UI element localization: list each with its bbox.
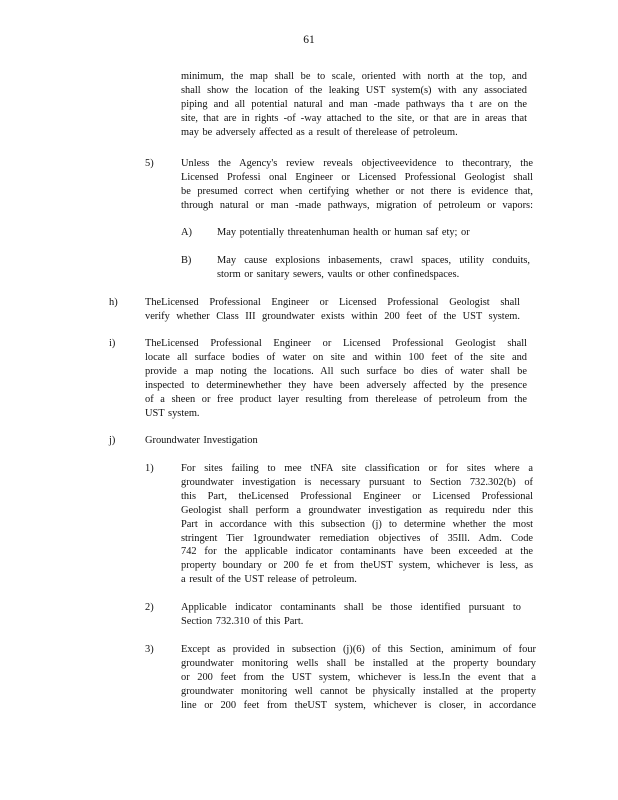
item-i-paragraph — [145, 337, 527, 420]
text-line: Section 732.310 of this Part. — [181, 615, 304, 627]
intro-paragraph — [181, 70, 527, 140]
text-line: groundwater investigation is necessary pursuant to Section 732.302(b) of — [181, 476, 533, 488]
item-5b-marker: B) — [181, 255, 192, 266]
text-line: Applicable indicator contaminants shall be those identified pursuant to — [181, 602, 521, 613]
text-line: provide a map noting the locations. All such surface bo dies of water shall be — [145, 365, 527, 377]
text-line: May cause explosions inbasements, crawl spaces, utility conduits, — [217, 255, 530, 266]
item-5a-paragraph — [217, 226, 502, 240]
item-j3-marker: 3) — [145, 644, 154, 655]
text-line: locate all surface bodies of water on site and within 100 feet of the site and — [145, 351, 527, 363]
text-line: inspected to determinewhether they have been adversely affected by the presence — [145, 379, 527, 391]
item-5-paragraph — [181, 157, 533, 213]
item-5-marker: 5) — [145, 158, 154, 169]
item-h-marker: h) — [109, 297, 118, 308]
text-line: a result of the UST release of petroleum. — [181, 574, 357, 586]
item-j1-marker: 1) — [145, 463, 154, 474]
text-line: TheLicensed Professional Engineer or Licensed Professional Geologist shall — [145, 338, 527, 349]
text-line: or 200 feet from the UST system, whichever is less.In the event that a — [181, 671, 536, 683]
text-line: May potentially threatenhuman health or human saf ety; or — [217, 227, 470, 238]
text-line: may be adversely affected as a result of therelease of petroleum. — [181, 126, 458, 138]
text-line: property boundary or 200 fe et from theUST system, whichever is less, as — [181, 560, 533, 572]
text-line: stringent Tier 1groundwater remediation objectives of 35Ill. Adm. Code — [181, 532, 533, 544]
item-i-marker: i) — [109, 338, 116, 349]
page-number: 61 — [303, 34, 315, 46]
text-line: line or 200 feet from theUST system, whichever is closer, in accordance — [181, 699, 536, 711]
text-line: groundwater monitoring wells shall be installed at the property boundary — [181, 657, 536, 669]
item-j2-paragraph — [181, 601, 521, 629]
text-line: Licensed Professi onal Engineer or Licensed Professional Geologist shall — [181, 171, 533, 183]
item-h-paragraph — [145, 296, 520, 324]
text-line: TheLicensed Professional Engineer or Licensed Professional Geologist shall — [145, 297, 520, 308]
text-line: shall show the location of the leaking UST system(s) with any associated — [181, 84, 527, 96]
text-line: groundwater monitoring well cannot be physically installed at the property — [181, 685, 536, 697]
text-line: Unless the Agency's review reveals objectiveevidence to thecontrary, the — [181, 158, 533, 169]
item-j2-marker: 2) — [145, 602, 154, 613]
text-line: verify whether Class III groundwater exists within 200 feet of the UST system. — [145, 310, 520, 322]
text-line: be presumed correct when certifying whether or not there is evidence that, — [181, 185, 533, 197]
item-j-heading — [145, 434, 345, 448]
text-line: Groundwater Investigation — [145, 435, 258, 446]
item-5a-marker: A) — [181, 227, 192, 238]
text-line: Part in accordance with this subsection (j) to determine whether the most — [181, 518, 533, 530]
text-line: piping and all potential natural and man -made pathways tha t are on the — [181, 98, 527, 110]
text-line: through natural or man -made pathways, migration of petroleum or vapors: — [181, 199, 533, 211]
text-line: of a sheen or free product layer resulting from therelease of petroleum from the — [145, 393, 527, 405]
item-j1-paragraph — [181, 462, 533, 587]
text-line: 742 for the applicable indicator contaminants have been exceeded at the — [181, 546, 533, 558]
text-line: this Part, theLicensed Professional Engineer or Licensed Professional — [181, 490, 533, 502]
text-line: site, that are in rights -of -way attached to the site, or that are in areas that — [181, 112, 527, 124]
text-line: For sites failing to mee tNFA site classification or for sites where a — [181, 463, 533, 474]
text-line: Geologist shall perform a groundwater investigation as requiredu nder this — [181, 504, 533, 516]
text-line: UST system. — [145, 407, 200, 419]
text-line: minimum, the map shall be to scale, oriented with north at the top, and — [181, 71, 527, 82]
item-j-marker: j) — [109, 435, 116, 446]
item-5b-paragraph — [217, 254, 530, 282]
text-line: Except as provided in subsection (j)(6) of this Section, aminimum of four — [181, 644, 536, 655]
item-j3-paragraph — [181, 643, 536, 713]
text-line: storm or sanitary sewers, vaults or other confinedspaces. — [217, 268, 460, 280]
